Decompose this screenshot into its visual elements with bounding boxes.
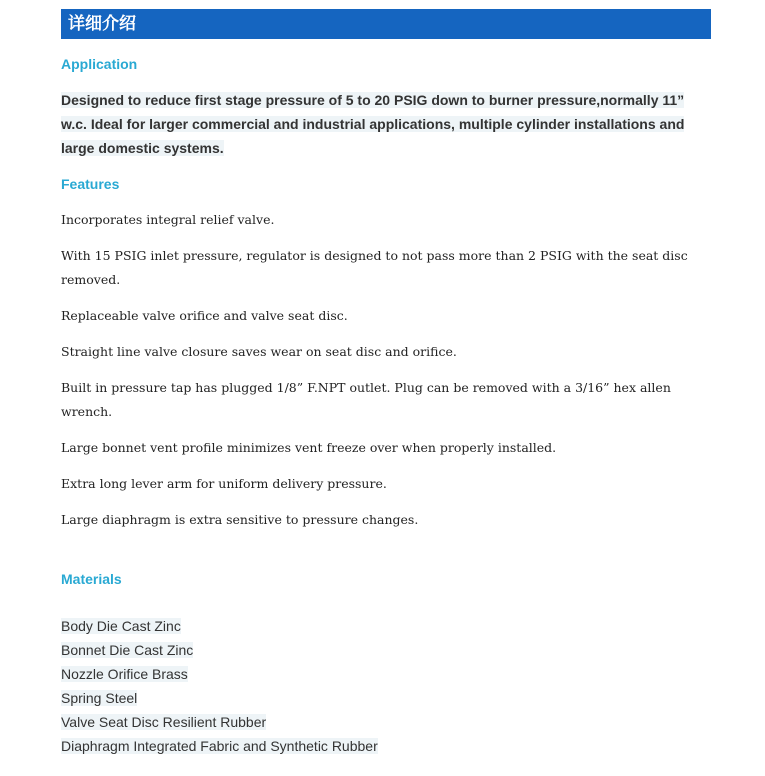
feature-item: Straight line valve closure saves wear on seat disc and orifice.	[61, 344, 457, 359]
detail-header-bar	[61, 9, 711, 39]
features-heading: Features	[61, 176, 120, 192]
feature-item: Replaceable valve orifice and valve seat disc.	[61, 308, 348, 323]
material-item-text: Bonnet Die Cast Zinc	[61, 642, 194, 658]
feature-item: Incorporates integral relief valve.	[61, 212, 275, 227]
material-item	[61, 662, 378, 686]
material-item-text: Spring Steel	[61, 690, 138, 706]
material-item	[61, 686, 378, 710]
application-text-content: Designed to reduce first stage pressure of 5 to 20 PSIG down to burner pressure,normally 11” w.c. Ideal for larger commercial and industrial applications, multiple cylinder installations and large domestic systems.	[61, 92, 685, 156]
feature-item: Large bonnet vent profile minimizes vent freeze over when properly installed.	[61, 440, 557, 455]
application-text	[61, 88, 701, 160]
features-list	[61, 208, 711, 544]
material-item	[61, 638, 378, 662]
application-heading: Application	[61, 56, 138, 72]
material-item-text: Valve Seat Disc Resilient Rubber	[61, 714, 267, 730]
materials-list	[61, 614, 378, 758]
feature-item: Extra long lever arm for uniform delivery pressure.	[61, 476, 387, 491]
materials-heading: Materials	[61, 571, 122, 587]
material-item	[61, 614, 378, 638]
material-item-text: Body Die Cast Zinc	[61, 618, 181, 634]
feature-item: Built in pressure tap has plugged 1/8” F.NPT outlet. Plug can be removed with a 3/16” hex allen wrench.	[61, 380, 671, 419]
material-item	[61, 710, 378, 734]
material-item	[61, 734, 378, 758]
material-item-text: Diaphragm Integrated Fabric and Synthetic Rubber	[61, 738, 378, 754]
feature-item: Large diaphragm is extra sensitive to pressure changes.	[61, 512, 419, 527]
material-item-text: Nozzle Orifice Brass	[61, 666, 188, 682]
feature-item: With 15 PSIG inlet pressure, regulator is designed to not pass more than 2 PSIG with the seat disc removed.	[61, 248, 688, 287]
detail-header-title: 详细介绍	[68, 14, 136, 34]
